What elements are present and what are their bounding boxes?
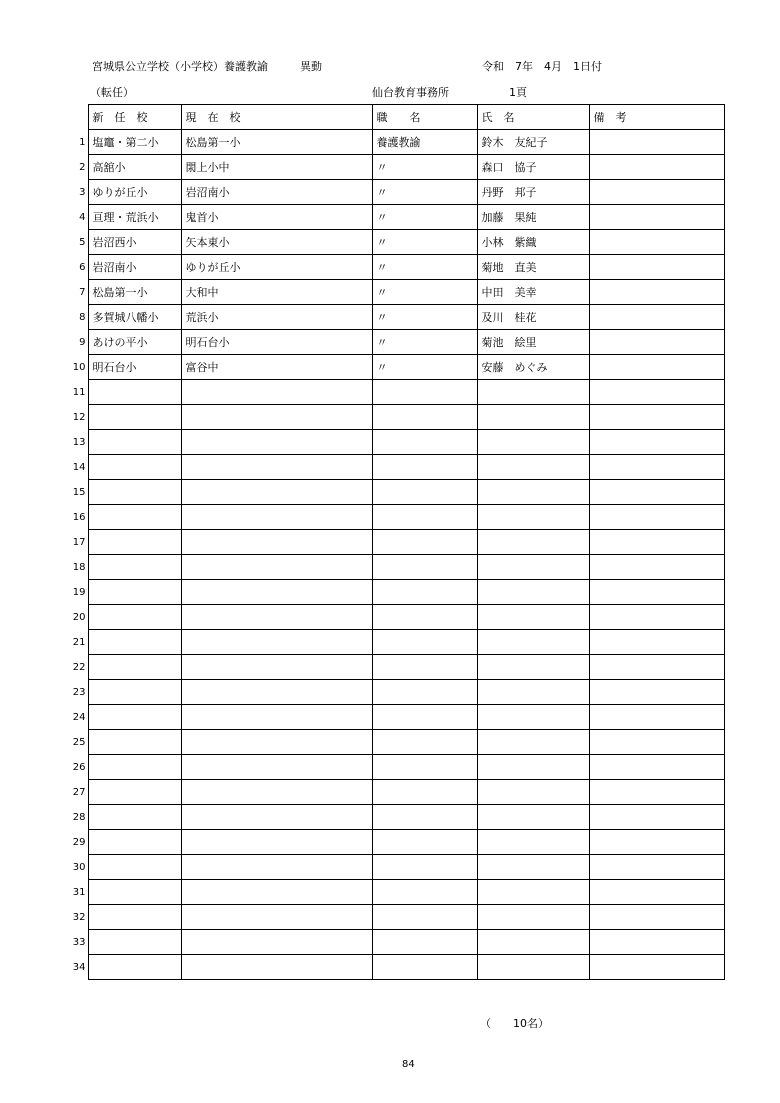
- header-number: [72, 105, 88, 130]
- cell-name: 加藤 果純: [477, 205, 589, 230]
- cell-new-school: [88, 555, 181, 580]
- row-number: 23: [72, 680, 88, 705]
- cell-new-school: [88, 480, 181, 505]
- table-row: [72, 630, 724, 655]
- cell-name: 菊池 絵里: [477, 330, 589, 355]
- cell-new-school: [88, 755, 181, 780]
- cell-position: 〃: [372, 280, 477, 305]
- row-number: 21: [72, 630, 88, 655]
- cell-current-school: [181, 630, 372, 655]
- cell-new-school: [88, 730, 181, 755]
- row-number: 24: [72, 705, 88, 730]
- cell-position: 〃: [372, 305, 477, 330]
- cell-position: [372, 580, 477, 605]
- cell-current-school: [181, 855, 372, 880]
- cell-name: 及川 桂花: [477, 305, 589, 330]
- header-remarks: 備 考: [589, 105, 724, 130]
- header-current-school: 現 在 校: [181, 105, 372, 130]
- cell-new-school: 多賀城八幡小: [88, 305, 181, 330]
- cell-position: 〃: [372, 205, 477, 230]
- cell-current-school: 岩沼南小: [181, 180, 372, 205]
- cell-position: [372, 605, 477, 630]
- cell-remarks: [589, 480, 724, 505]
- row-number: 32: [72, 905, 88, 930]
- cell-new-school: [88, 605, 181, 630]
- cell-position: [372, 555, 477, 580]
- cell-remarks: [589, 555, 724, 580]
- document-subtitle: （転任）: [90, 86, 134, 99]
- cell-position: [372, 380, 477, 405]
- table-row: [72, 705, 724, 730]
- cell-new-school: 岩沼南小: [88, 255, 181, 280]
- cell-remarks: [589, 355, 724, 380]
- cell-current-school: [181, 580, 372, 605]
- cell-current-school: [181, 955, 372, 980]
- cell-new-school: [88, 405, 181, 430]
- row-number: 17: [72, 530, 88, 555]
- table-row: [72, 130, 724, 155]
- cell-new-school: [88, 880, 181, 905]
- cell-position: 〃: [372, 330, 477, 355]
- cell-new-school: [88, 505, 181, 530]
- cell-name: [477, 955, 589, 980]
- cell-name: 安藤 めぐみ: [477, 355, 589, 380]
- cell-remarks: [589, 455, 724, 480]
- cell-position: [372, 655, 477, 680]
- cell-position: [372, 805, 477, 830]
- cell-current-school: [181, 655, 372, 680]
- cell-current-school: [181, 455, 372, 480]
- cell-position: [372, 855, 477, 880]
- cell-new-school: 亘理・荒浜小: [88, 205, 181, 230]
- cell-position: [372, 680, 477, 705]
- table-row: [72, 305, 724, 330]
- cell-current-school: [181, 680, 372, 705]
- cell-remarks: [589, 805, 724, 830]
- cell-new-school: 松島第一小: [88, 280, 181, 305]
- table-row: [72, 655, 724, 680]
- cell-name: [477, 530, 589, 555]
- cell-position: 〃: [372, 180, 477, 205]
- cell-remarks: [589, 705, 724, 730]
- cell-new-school: 岩沼西小: [88, 230, 181, 255]
- row-number: 7: [72, 280, 88, 305]
- cell-remarks: [589, 680, 724, 705]
- cell-new-school: 高舘小: [88, 155, 181, 180]
- cell-name: [477, 480, 589, 505]
- cell-current-school: [181, 905, 372, 930]
- row-number: 1: [72, 130, 88, 155]
- cell-current-school: [181, 605, 372, 630]
- table-header-row: [72, 105, 724, 130]
- table-row: [72, 605, 724, 630]
- cell-remarks: [589, 380, 724, 405]
- cell-position: [372, 730, 477, 755]
- cell-name: [477, 430, 589, 455]
- row-number: 28: [72, 805, 88, 830]
- cell-name: 森口 協子: [477, 155, 589, 180]
- cell-new-school: あけの平小: [88, 330, 181, 355]
- cell-current-school: [181, 480, 372, 505]
- cell-current-school: [181, 705, 372, 730]
- header-new-school: 新 任 校: [88, 105, 181, 130]
- cell-name: [477, 455, 589, 480]
- cell-name: [477, 755, 589, 780]
- table-row: [72, 205, 724, 230]
- cell-position: [372, 480, 477, 505]
- cell-new-school: [88, 855, 181, 880]
- cell-current-school: [181, 505, 372, 530]
- table-row: [72, 955, 724, 980]
- cell-remarks: [589, 830, 724, 855]
- cell-current-school: [181, 730, 372, 755]
- transfer-table: [72, 104, 725, 980]
- cell-new-school: [88, 780, 181, 805]
- cell-new-school: [88, 955, 181, 980]
- table-row: [72, 880, 724, 905]
- row-number: 13: [72, 430, 88, 455]
- header-position: 職 名: [372, 105, 477, 130]
- cell-new-school: [88, 580, 181, 605]
- row-number: 26: [72, 755, 88, 780]
- row-number: 29: [72, 830, 88, 855]
- cell-remarks: [589, 530, 724, 555]
- cell-current-school: [181, 430, 372, 455]
- cell-current-school: [181, 805, 372, 830]
- cell-new-school: [88, 705, 181, 730]
- cell-new-school: [88, 805, 181, 830]
- cell-remarks: [589, 405, 724, 430]
- cell-position: 養護教諭: [372, 130, 477, 155]
- cell-name: [477, 680, 589, 705]
- row-number: 27: [72, 780, 88, 805]
- cell-current-school: [181, 780, 372, 805]
- row-number: 12: [72, 405, 88, 430]
- cell-remarks: [589, 330, 724, 355]
- row-number: 33: [72, 930, 88, 955]
- cell-current-school: [181, 530, 372, 555]
- cell-position: [372, 905, 477, 930]
- cell-position: [372, 455, 477, 480]
- row-number: 8: [72, 305, 88, 330]
- row-number: 20: [72, 605, 88, 630]
- cell-name: [477, 780, 589, 805]
- table-row: [72, 730, 724, 755]
- cell-remarks: [589, 230, 724, 255]
- table-row: [72, 805, 724, 830]
- cell-name: [477, 830, 589, 855]
- table-row: [72, 280, 724, 305]
- cell-position: 〃: [372, 355, 477, 380]
- cell-current-school: [181, 380, 372, 405]
- cell-remarks: [589, 730, 724, 755]
- table-row: [72, 455, 724, 480]
- cell-remarks: [589, 630, 724, 655]
- table-row: [72, 580, 724, 605]
- cell-new-school: [88, 930, 181, 955]
- cell-position: 〃: [372, 155, 477, 180]
- page-number: 84: [402, 1059, 415, 1070]
- cell-remarks: [589, 280, 724, 305]
- table-row: [72, 430, 724, 455]
- row-number: 2: [72, 155, 88, 180]
- table-row: [72, 555, 724, 580]
- cell-remarks: [589, 180, 724, 205]
- cell-new-school: [88, 380, 181, 405]
- cell-remarks: [589, 955, 724, 980]
- cell-position: [372, 880, 477, 905]
- cell-position: [372, 630, 477, 655]
- cell-new-school: [88, 530, 181, 555]
- cell-name: [477, 655, 589, 680]
- cell-position: [372, 930, 477, 955]
- cell-position: 〃: [372, 230, 477, 255]
- cell-remarks: [589, 205, 724, 230]
- row-number: 25: [72, 730, 88, 755]
- cell-current-school: 大和中: [181, 280, 372, 305]
- table-row: [72, 930, 724, 955]
- cell-name: [477, 905, 589, 930]
- cell-current-school: ゆりが丘小: [181, 255, 372, 280]
- table-row: [72, 180, 724, 205]
- table-row: [72, 380, 724, 405]
- cell-position: [372, 405, 477, 430]
- row-number: 14: [72, 455, 88, 480]
- table-row: [72, 230, 724, 255]
- cell-position: [372, 530, 477, 555]
- office-name: 仙台教育事務所: [372, 86, 449, 99]
- cell-current-school: 明石台小: [181, 330, 372, 355]
- cell-new-school: 塩竈・第二小: [88, 130, 181, 155]
- row-number: 4: [72, 205, 88, 230]
- row-number: 9: [72, 330, 88, 355]
- table-row: [72, 330, 724, 355]
- cell-position: [372, 780, 477, 805]
- table-row: [72, 255, 724, 280]
- cell-new-school: [88, 830, 181, 855]
- cell-name: 小林 紫織: [477, 230, 589, 255]
- cell-current-school: 鬼首小: [181, 205, 372, 230]
- cell-position: [372, 505, 477, 530]
- cell-name: 丹野 邦子: [477, 180, 589, 205]
- table-row: [72, 755, 724, 780]
- cell-name: 中田 美幸: [477, 280, 589, 305]
- cell-name: [477, 930, 589, 955]
- table-body: [72, 130, 724, 980]
- cell-current-school: [181, 880, 372, 905]
- cell-position: [372, 955, 477, 980]
- table-row: [72, 530, 724, 555]
- cell-name: 鈴木 友紀子: [477, 130, 589, 155]
- cell-new-school: [88, 630, 181, 655]
- cell-new-school: [88, 655, 181, 680]
- total-count: （ 10名）: [480, 1017, 549, 1030]
- cell-new-school: [88, 455, 181, 480]
- table-row: [72, 830, 724, 855]
- cell-remarks: [589, 605, 724, 630]
- cell-current-school: [181, 830, 372, 855]
- cell-remarks: [589, 155, 724, 180]
- cell-new-school: [88, 905, 181, 930]
- cell-remarks: [589, 430, 724, 455]
- cell-remarks: [589, 580, 724, 605]
- cell-name: [477, 855, 589, 880]
- table-row: [72, 155, 724, 180]
- cell-new-school: [88, 430, 181, 455]
- row-number: 10: [72, 355, 88, 380]
- cell-remarks: [589, 505, 724, 530]
- cell-current-school: 荒浜小: [181, 305, 372, 330]
- cell-name: [477, 805, 589, 830]
- row-number: 18: [72, 555, 88, 580]
- table-row: [72, 355, 724, 380]
- row-number: 3: [72, 180, 88, 205]
- cell-position: [372, 430, 477, 455]
- cell-name: [477, 880, 589, 905]
- cell-current-school: 矢本東小: [181, 230, 372, 255]
- row-number: 11: [72, 380, 88, 405]
- document-title: 宮城県公立学校（小学校）養護教諭: [92, 60, 268, 73]
- row-number: 19: [72, 580, 88, 605]
- table-row: [72, 505, 724, 530]
- cell-current-school: 松島第一小: [181, 130, 372, 155]
- cell-remarks: [589, 780, 724, 805]
- table-row: [72, 855, 724, 880]
- row-number: 31: [72, 880, 88, 905]
- cell-current-school: 閖上小中: [181, 155, 372, 180]
- header-name: 氏 名: [477, 105, 589, 130]
- cell-remarks: [589, 930, 724, 955]
- cell-remarks: [589, 255, 724, 280]
- cell-new-school: 明石台小: [88, 355, 181, 380]
- cell-name: [477, 630, 589, 655]
- table-row: [72, 905, 724, 930]
- cell-current-school: [181, 930, 372, 955]
- cell-name: 菊地 直美: [477, 255, 589, 280]
- row-number: 5: [72, 230, 88, 255]
- page-label: 1頁: [509, 86, 527, 99]
- cell-remarks: [589, 880, 724, 905]
- cell-current-school: [181, 755, 372, 780]
- effective-date: 令和 7年 4月 1日付: [482, 60, 602, 73]
- row-number: 6: [72, 255, 88, 280]
- cell-name: [477, 705, 589, 730]
- cell-current-school: 富谷中: [181, 355, 372, 380]
- row-number: 15: [72, 480, 88, 505]
- cell-new-school: ゆりが丘小: [88, 180, 181, 205]
- row-number: 22: [72, 655, 88, 680]
- cell-name: [477, 605, 589, 630]
- cell-name: [477, 505, 589, 530]
- cell-name: [477, 380, 589, 405]
- cell-remarks: [589, 305, 724, 330]
- cell-position: 〃: [372, 255, 477, 280]
- row-number: 34: [72, 955, 88, 980]
- cell-current-school: [181, 555, 372, 580]
- cell-position: [372, 705, 477, 730]
- document-type: 異動: [300, 60, 322, 73]
- table-row: [72, 680, 724, 705]
- cell-remarks: [589, 130, 724, 155]
- cell-name: [477, 405, 589, 430]
- cell-remarks: [589, 905, 724, 930]
- cell-new-school: [88, 680, 181, 705]
- table-row: [72, 405, 724, 430]
- cell-remarks: [589, 855, 724, 880]
- cell-position: [372, 830, 477, 855]
- cell-remarks: [589, 755, 724, 780]
- cell-name: [477, 580, 589, 605]
- row-number: 16: [72, 505, 88, 530]
- cell-name: [477, 730, 589, 755]
- table-row: [72, 780, 724, 805]
- cell-current-school: [181, 405, 372, 430]
- cell-position: [372, 755, 477, 780]
- cell-name: [477, 555, 589, 580]
- row-number: 30: [72, 855, 88, 880]
- cell-remarks: [589, 655, 724, 680]
- table-row: [72, 480, 724, 505]
